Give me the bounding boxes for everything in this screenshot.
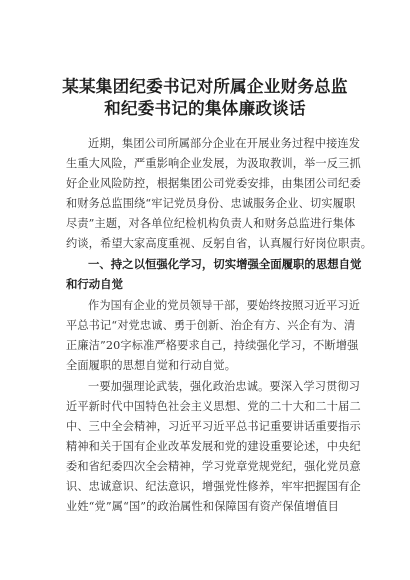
- intro-line-5: 尽责”主题，对各单位纪检机构负责人和财务总监进行集体: [66, 217, 356, 230]
- para-1-line-2: 平总书记“对党忠诚、勇于创新、治企有方、兴企有为、清: [66, 319, 356, 332]
- para-2-line-1: 一要加强理论武装，强化政治忠诚。要深入学习贯彻习: [88, 380, 361, 393]
- intro-line-6: 约谈，希望大家高度重视、反躬自省，认真履行好岗位职责。: [66, 237, 373, 250]
- para-1-line-3: 正廉洁”20字标准严格要求自己，持续强化学习，不断增强: [66, 339, 359, 352]
- para-2-line-4: 精神和关于国有企业改革发展和党的建设重要论述，中央纪: [66, 440, 361, 453]
- para-2-line-2: 近平新时代中国特色社会主义思想、党的二十大和二十届二: [66, 400, 361, 413]
- para-2-line-3: 中、三中全会精神，习近平习近平总书记重要讲话重要指示: [66, 420, 361, 433]
- intro-line-4: 和财务总监围绕“牢记党员身份、忠诚服务企业、切实履职: [66, 197, 356, 210]
- para-1-line-1: 作为国有企业的党员领导干部，要始终按照习近平习近: [88, 299, 361, 312]
- para-2-line-7: 业姓“党”属“国”的政治属性和保障国有资产保值增值目: [66, 500, 339, 513]
- section-1-heading-line-2: 和行动自觉: [66, 277, 123, 291]
- intro-line-2: 生重大风险，严重影响企业发展，为汲取教训，举一反三抓: [66, 157, 361, 170]
- intro-line-3: 好企业风险防控，根据集团公司党委安排，由集团公司纪委: [66, 177, 361, 190]
- intro-line-1: 近期，集团公司所属部分企业在开展业务过程中接连发: [88, 137, 361, 150]
- document-title-line-2: 和纪委书记的集体廉政谈话: [104, 99, 306, 118]
- para-2-line-6: 识、忠诚意识、纪法意识，增强党性修养，牢牢把握国有企: [66, 480, 361, 493]
- para-2-line-5: 委和省纪委四次全会精神，学习党章党规党纪，强化党员意: [66, 460, 361, 473]
- para-1-line-4: 全面履职的思想自觉和行动自觉。: [66, 359, 237, 372]
- section-1-heading-line-1: 一、持之以恒强化学习，切实增强全面履职的思想自觉: [88, 257, 362, 271]
- document-title-line-1: 某某集团纪委书记对所属企业财务总监: [62, 77, 348, 96]
